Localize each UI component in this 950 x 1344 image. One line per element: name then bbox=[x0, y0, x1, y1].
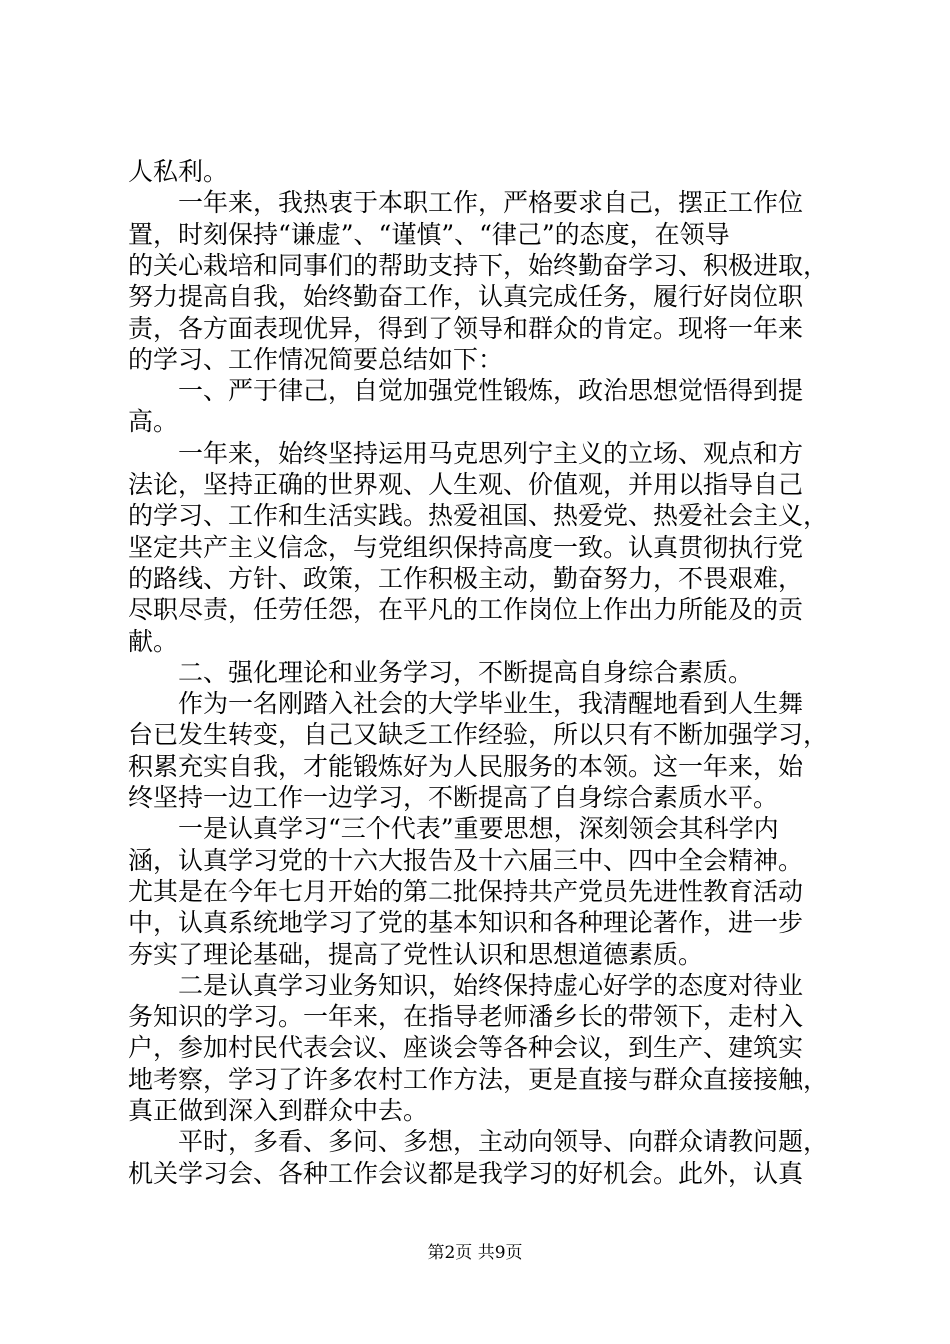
text-line: 法论，坚持正确的世界观、人生观、价值观，并用以指导自己 bbox=[128, 470, 804, 499]
text-line: 地考察，学习了许多农村工作方法，更是直接与群众直接接触， bbox=[128, 1064, 829, 1094]
text-line: 终坚持一边工作一边学习，不断提高了自身综合素质水平。 bbox=[128, 783, 779, 812]
text-line: 的路线、方针、政策，工作积极主动，勤奋努力，不畏艰难， bbox=[128, 563, 804, 593]
text-line: 献。 bbox=[128, 626, 179, 656]
text-line: 努力提高自我，始终勤奋工作，认真完成任务，履行好岗位职 bbox=[128, 282, 804, 312]
section-heading: 一、严于律己，自觉加强党性锻炼，政治思想觉悟得到提 bbox=[128, 376, 804, 406]
text-line: 台已发生转变，自己又缺乏工作经验，所以只有不断加强学习， bbox=[128, 720, 829, 750]
text-line: 尤其是在今年七月开始的第二批保持共产党员先进性教育活动 bbox=[128, 876, 804, 906]
text-line: 的学习、工作情况简要总结如下： bbox=[128, 344, 504, 374]
text-line: 一年来，我热衷于本职工作，严格要求自己，摆正工作位 bbox=[128, 188, 804, 218]
text-line: 责，各方面表现优异，得到了领导和群众的肯定。现将一年来 bbox=[128, 313, 804, 343]
text-line: 尽职尽责，任劳任怨，在平凡的工作岗位上作出力所能及的贡 bbox=[128, 595, 804, 625]
text-line: 人私利。 bbox=[128, 157, 229, 186]
text-line: 中，认真系统地学习了党的基本知识和各种理论著作，进一步 bbox=[128, 908, 804, 938]
text-line: 户，参加村民代表会议、座谈会等各种会议，到生产、建筑实 bbox=[128, 1033, 804, 1063]
page-number-footer: 第2页 共9页 bbox=[427, 1243, 523, 1263]
text-line: 涵，认真学习党的十六大报告及十六届三中、四中全会精神。 bbox=[128, 845, 804, 875]
text-line: 一是认真学习“三个代表”重要思想，深刻领会其科学内 bbox=[128, 814, 779, 844]
text-line: 一年来，始终坚持运用马克思列宁主义的立场、观点和方 bbox=[128, 438, 804, 468]
text-line: 二是认真学习业务知识，始终保持虚心好学的态度对待业 bbox=[128, 970, 804, 1000]
text-line: 务知识的学习。一年来，在指导老师潘乡长的带领下，走村入 bbox=[128, 1002, 804, 1032]
text-line: 作为一名刚踏入社会的大学毕业生，我清醒地看到人生舞 bbox=[128, 689, 804, 719]
text-line: 平时，多看、多问、多想，主动向领导、向群众请教问题， bbox=[128, 1127, 829, 1157]
text-line: 真正做到深入到群众中去。 bbox=[128, 1096, 429, 1125]
text-line: 夯实了理论基础，提高了党性认识和思想道德素质。 bbox=[128, 939, 704, 969]
section-heading: 二、强化理论和业务学习，不断提高自身综合素质。 bbox=[128, 657, 754, 687]
text-line: 坚定共产主义信念，与党组织保持高度一致。认真贯彻执行党 bbox=[128, 532, 804, 562]
section-heading: 高。 bbox=[128, 407, 179, 437]
text-line: 的关心栽培和同事们的帮助支持下，始终勤奋学习、积极进取， bbox=[128, 250, 829, 280]
text-line: 的学习、工作和生活实践。热爱祖国、热爱党、热爱社会主义， bbox=[128, 501, 829, 531]
text-line: 机关学习会、各种工作会议都是我学习的好机会。此外，认真 bbox=[128, 1158, 804, 1188]
text-line: 积累充实自我，才能锻炼好为人民服务的本领。这一年来，始 bbox=[128, 751, 804, 781]
text-line: 置，时刻保持“谦虚”、“谨慎”、“律己”的态度，在领导 bbox=[128, 219, 730, 249]
